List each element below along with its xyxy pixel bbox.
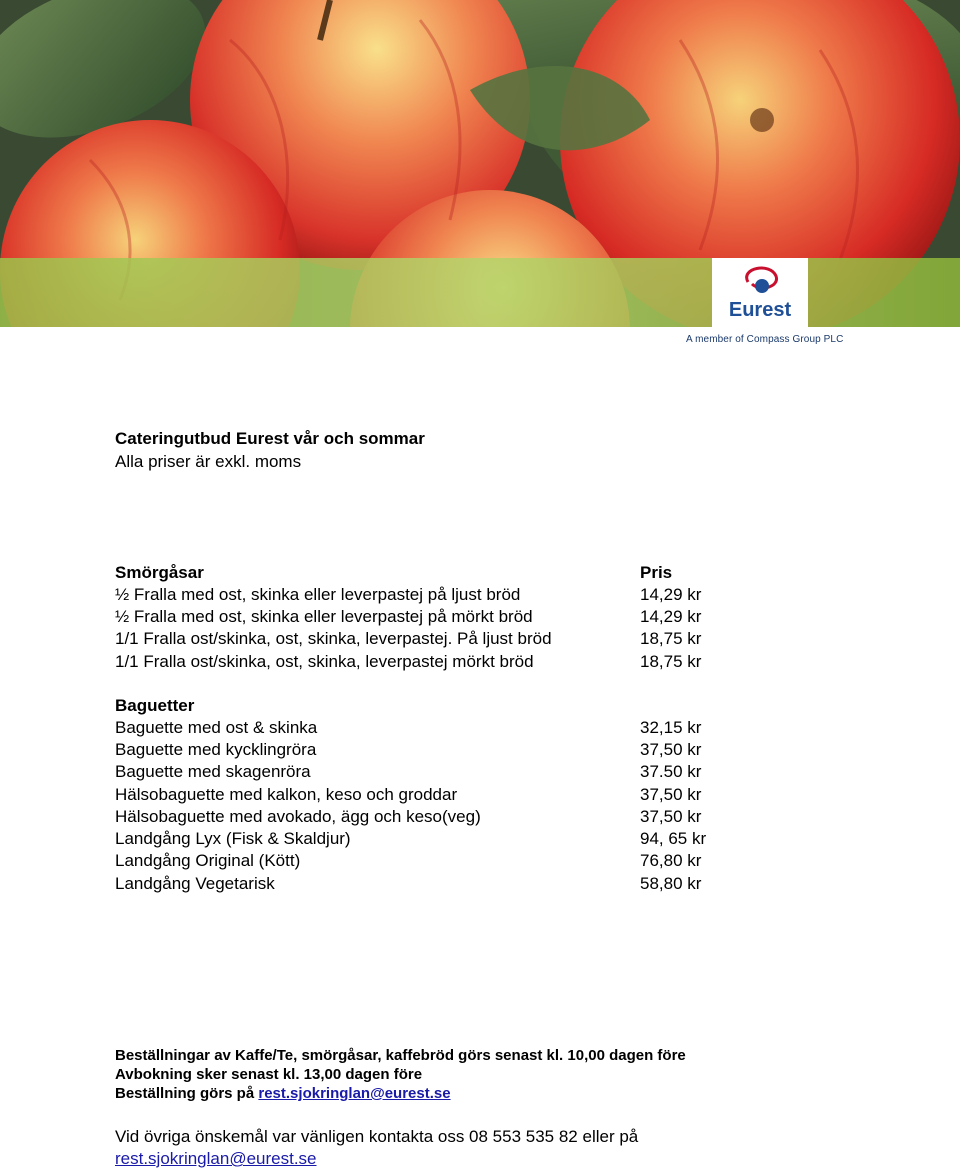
baguette-item-name: Hälsobaguette med avokado, ägg och keso(veg) — [115, 807, 481, 826]
sandwiches-heading: Smörgåsar — [115, 563, 204, 582]
sandwich-item-price: 18,75 kr — [640, 629, 702, 648]
baguette-item-price: 37,50 kr — [640, 807, 702, 826]
baguette-item-name: Baguette med skagenröra — [115, 762, 311, 781]
baguette-item-price: 37,50 kr — [640, 740, 702, 759]
sandwich-item-price: 14,29 kr — [640, 585, 702, 604]
baguette-item-price: 32,15 kr — [640, 718, 702, 737]
baguette-item-price: 58,80 kr — [640, 874, 702, 893]
baguette-item-name: Baguette med ost & skinka — [115, 718, 318, 737]
baguette-item-price: 37,50 kr — [640, 785, 702, 804]
sandwich-item-name: 1/1 Fralla ost/skinka, ost, skinka, leverpastej mörkt bröd — [115, 652, 534, 671]
sandwich-item-name: ½ Fralla med ost, skinka eller leverpastej på ljust bröd — [115, 585, 521, 604]
sandwich-item-price: 14,29 kr — [640, 607, 702, 626]
order-contact-line — [115, 1084, 451, 1103]
apple-banner — [0, 0, 960, 327]
sandwich-item-name: 1/1 Fralla ost/skinka, ost, skinka, leverpastej. På ljust bröd — [115, 629, 552, 648]
order-email-link[interactable]: rest.sjokringlan@eurest.se — [258, 1085, 451, 1102]
sandwich-item-price: 18,75 kr — [640, 652, 702, 671]
contact-email-line — [115, 1148, 317, 1170]
contact-email-link[interactable]: rest.sjokringlan@eurest.se — [115, 1149, 317, 1168]
contact-text: Vid övriga önskemål var vänligen kontakta oss 08 553 535 82 eller på — [115, 1127, 639, 1146]
order-deadline-note: Beställningar av Kaffe/Te, smörgåsar, kaffebröd görs senast kl. 10,00 dagen före — [115, 1047, 686, 1064]
baguette-item-name: Baguette med kycklingröra — [115, 740, 317, 759]
baguette-item-price: 37.50 kr — [640, 762, 702, 781]
baguettes-heading: Baguetter — [115, 696, 195, 715]
baguette-item-name: Landgång Original (Kött) — [115, 851, 301, 870]
vat-note: Alla priser är exkl. moms — [115, 452, 302, 471]
baguette-item-name: Hälsobaguette med kalkon, keso och groddar — [115, 785, 458, 804]
baguette-item-price: 94, 65 kr — [640, 829, 707, 848]
order-contact-prefix: Beställning görs på — [115, 1085, 255, 1102]
sandwich-item-name: ½ Fralla med ost, skinka eller leverpastej på mörkt bröd — [115, 607, 533, 626]
page-title: Cateringutbud Eurest vår och sommar — [115, 429, 425, 448]
brand-name: Eurest — [728, 299, 792, 321]
baguette-item-name: Landgång Vegetarisk — [115, 874, 275, 893]
baguette-item-name: Landgång Lyx (Fisk & Skaldjur) — [115, 829, 351, 848]
price-heading: Pris — [640, 563, 673, 582]
cancellation-note: Avbokning sker senast kl. 13,00 dagen före — [115, 1066, 423, 1083]
baguette-item-price: 76,80 kr — [640, 851, 702, 870]
member-text: A member of Compass Group PLC — [686, 334, 844, 345]
